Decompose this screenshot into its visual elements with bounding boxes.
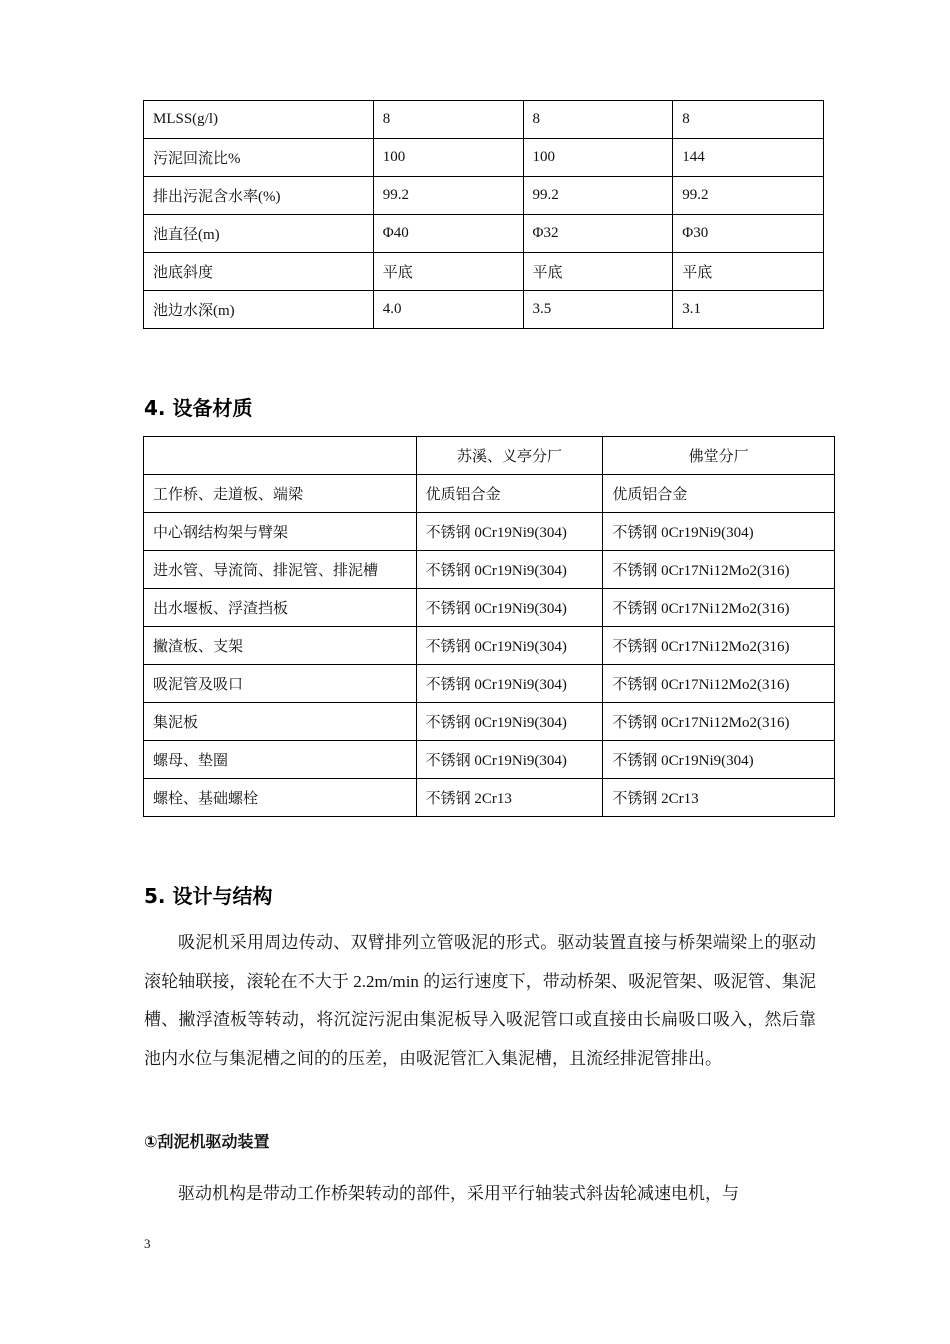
table-row <box>144 513 835 551</box>
table-cell: 集泥板 <box>144 703 417 741</box>
parameter-table <box>143 100 824 329</box>
table-row <box>144 253 824 291</box>
table-cell: 平底 <box>673 253 824 291</box>
table-cell: 平底 <box>373 253 523 291</box>
table-cell: 不锈钢 0Cr19Ni9(304) <box>603 741 835 779</box>
table-cell: 不锈钢 2Cr13 <box>603 779 835 817</box>
table-cell: MLSS(g/l) <box>144 101 374 139</box>
table-cell: 99.2 <box>673 177 824 215</box>
table-cell: 3.1 <box>673 291 824 329</box>
table-cell: 不锈钢 0Cr19Ni9(304) <box>603 513 835 551</box>
table-cell: 出水堰板、浮渣挡板 <box>144 589 417 627</box>
table-cell: 撇渣板、支架 <box>144 627 417 665</box>
table-cell: 不锈钢 0Cr19Ni9(304) <box>416 703 603 741</box>
table-cell: 100 <box>373 139 523 177</box>
table-row <box>144 741 835 779</box>
table-header-cell: 佛堂分厂 <box>603 437 835 475</box>
table-cell: 3.5 <box>523 291 673 329</box>
section-4-heading: 4. 设备材质 <box>144 396 253 420</box>
design-paragraph: 吸泥机采用周边传动、双臂排列立管吸泥的形式。驱动装置直接与桥架端梁上的驱动滚轮轴联接，滚轮在不大于 2.2m/min 的运行速度下，带动桥架、吸泥管架、吸泥管、集泥槽、撇浮渣板等转动，将沉淀污泥由集泥板导入吸泥管口或直接由长扁吸口吸入，然后靠池内水位与集泥槽之间的的压差，由吸泥管汇入集泥槽，且流经排泥管排出。 <box>144 933 816 1068</box>
table-cell: 优质铝合金 <box>603 475 835 513</box>
table-cell: 排出污泥含水率(%) <box>144 177 374 215</box>
table-row <box>144 665 835 703</box>
table-cell: 不锈钢 0Cr19Ni9(304) <box>416 551 603 589</box>
table-row <box>144 589 835 627</box>
drive-unit-subheading: ①刮泥机驱动装置 <box>144 1132 270 1151</box>
table-cell: 工作桥、走道板、端梁 <box>144 475 417 513</box>
table-cell: 不锈钢 0Cr17Ni12Mo2(316) <box>603 551 835 589</box>
table-cell: 不锈钢 0Cr19Ni9(304) <box>416 741 603 779</box>
table-cell: 99.2 <box>523 177 673 215</box>
table-cell: 8 <box>373 101 523 139</box>
table-cell: 8 <box>673 101 824 139</box>
table-cell: 螺母、垫圈 <box>144 741 417 779</box>
table-row <box>144 779 835 817</box>
table-cell: 中心钢结构架与臂架 <box>144 513 417 551</box>
table-header-row <box>144 437 835 475</box>
table-row <box>144 215 824 253</box>
table-row <box>144 475 835 513</box>
table-row <box>144 291 824 329</box>
table-cell: 不锈钢 0Cr19Ni9(304) <box>416 627 603 665</box>
drive-paragraph: 驱动机构是带动工作桥架转动的部件，采用平行轴装式斜齿轮减速电机，与 <box>178 1184 739 1203</box>
table-cell: 不锈钢 0Cr19Ni9(304) <box>416 665 603 703</box>
table-cell: 不锈钢 0Cr19Ni9(304) <box>416 589 603 627</box>
table-cell: 不锈钢 0Cr17Ni12Mo2(316) <box>603 589 835 627</box>
table-cell: 优质铝合金 <box>416 475 603 513</box>
table-row <box>144 177 824 215</box>
table-cell: 吸泥管及吸口 <box>144 665 417 703</box>
table-row <box>144 101 824 139</box>
material-table <box>143 436 835 817</box>
page-number: 3 <box>144 1236 151 1251</box>
table-cell: 螺栓、基础螺栓 <box>144 779 417 817</box>
table-cell: 不锈钢 0Cr17Ni12Mo2(316) <box>603 703 835 741</box>
section-5-heading: 5. 设计与结构 <box>144 884 273 908</box>
table-cell: 污泥回流比% <box>144 139 374 177</box>
table-cell: 不锈钢 0Cr17Ni12Mo2(316) <box>603 665 835 703</box>
table-cell: Φ40 <box>373 215 523 253</box>
table-cell: 不锈钢 2Cr13 <box>416 779 603 817</box>
table-header-cell <box>144 437 417 475</box>
table-cell: Φ30 <box>673 215 824 253</box>
table-cell: 进水管、导流筒、排泥管、排泥槽 <box>144 551 417 589</box>
table-row <box>144 627 835 665</box>
table-cell: 8 <box>523 101 673 139</box>
table-row <box>144 703 835 741</box>
table-cell: Φ32 <box>523 215 673 253</box>
table-cell: 池边水深(m) <box>144 291 374 329</box>
table-cell: 不锈钢 0Cr17Ni12Mo2(316) <box>603 627 835 665</box>
table-header-cell: 苏溪、义亭分厂 <box>416 437 603 475</box>
table-cell: 池底斜度 <box>144 253 374 291</box>
table-row <box>144 551 835 589</box>
table-cell: 4.0 <box>373 291 523 329</box>
table-cell: 池直径(m) <box>144 215 374 253</box>
table-cell: 不锈钢 0Cr19Ni9(304) <box>416 513 603 551</box>
table-cell: 144 <box>673 139 824 177</box>
table-cell: 平底 <box>523 253 673 291</box>
table-cell: 99.2 <box>373 177 523 215</box>
table-row <box>144 139 824 177</box>
table-cell: 100 <box>523 139 673 177</box>
